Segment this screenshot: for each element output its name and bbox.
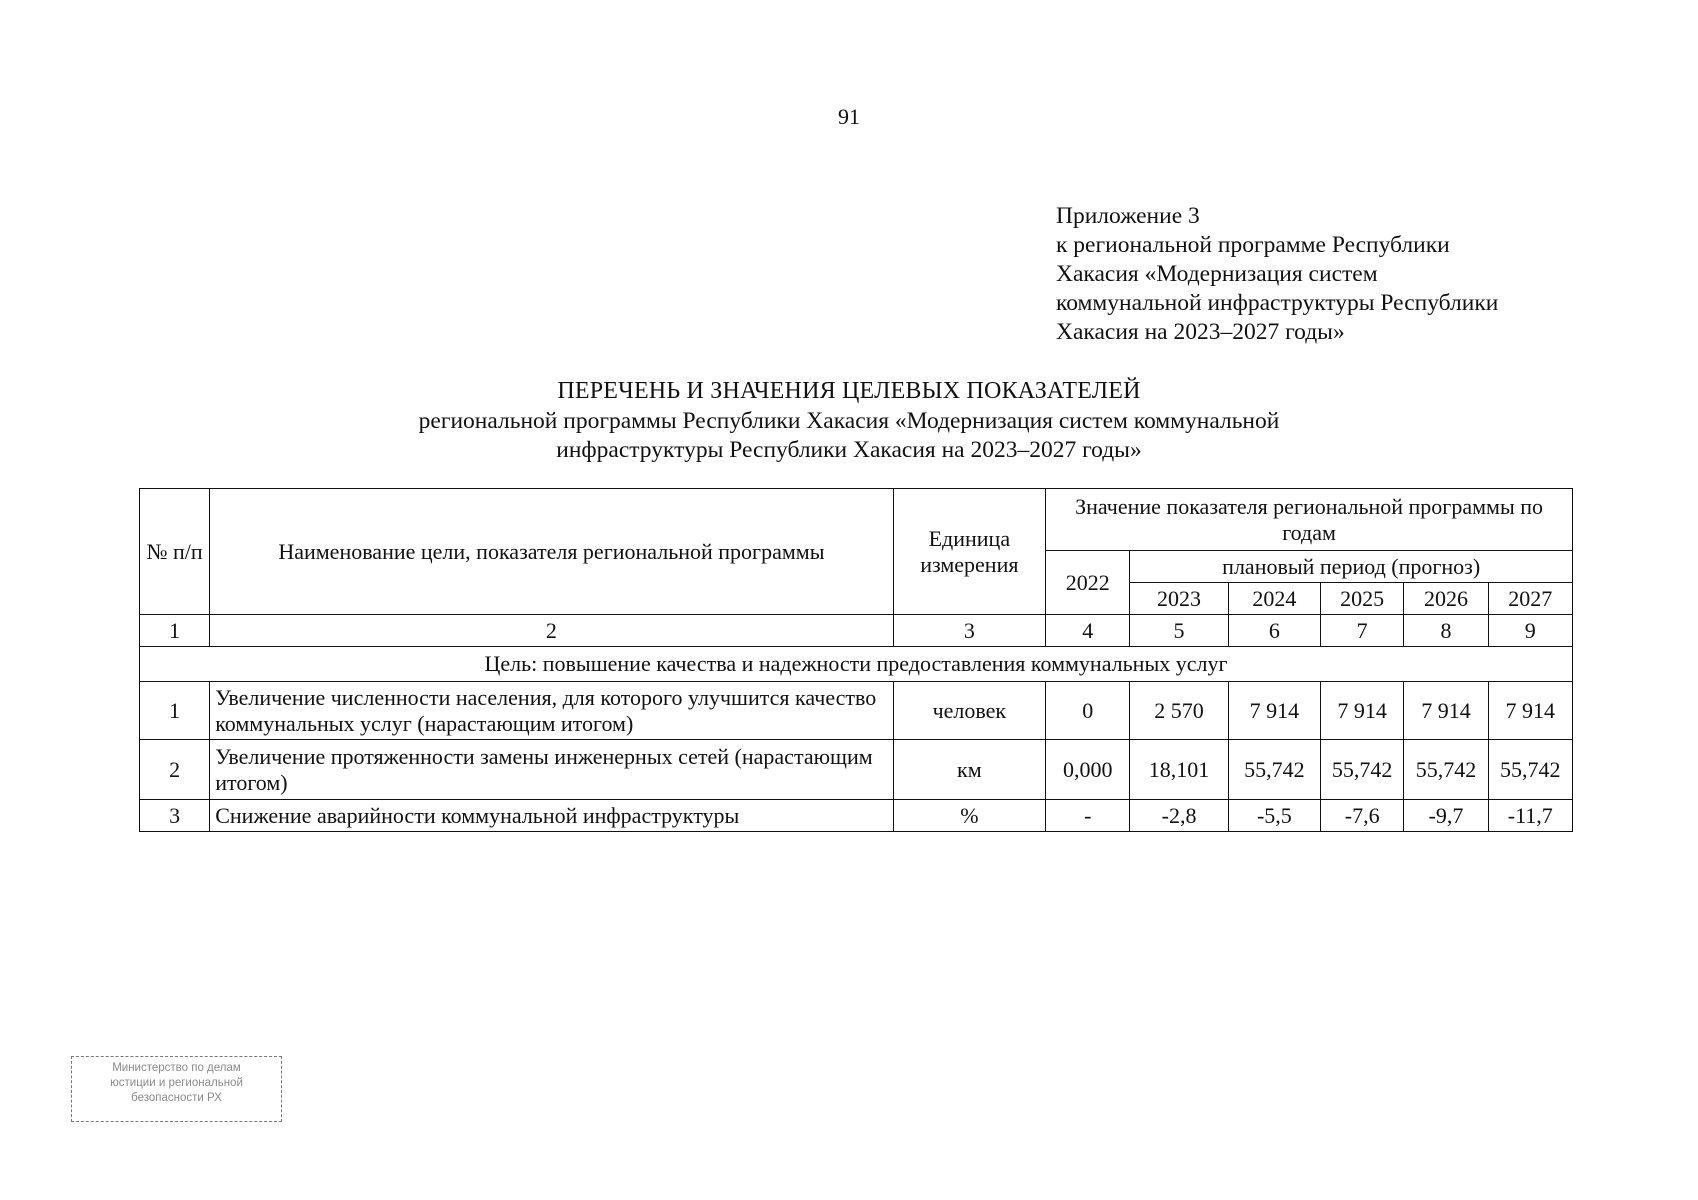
header-year: 2026 — [1404, 583, 1488, 615]
column-number: 4 — [1046, 615, 1130, 647]
appendix-line: Приложение 3 — [1056, 203, 1200, 229]
row-value: 55,742 — [1404, 740, 1488, 800]
header-num: № п/п — [140, 489, 210, 615]
indicators-table — [139, 488, 1573, 832]
header-unit: Единица измерения — [893, 489, 1046, 615]
column-number: 5 — [1130, 615, 1228, 647]
row-value: 55,742 — [1228, 740, 1320, 800]
column-number: 9 — [1488, 615, 1572, 647]
row-name: Увеличение численности населения, для которого улучшится качество коммунальных услуг (нарастающим итогом) — [210, 682, 893, 740]
header-year: 2024 — [1228, 583, 1320, 615]
appendix-line: Хакасия «Модернизация систем — [1056, 261, 1378, 287]
row-value: -9,7 — [1404, 800, 1488, 832]
row-value: 2 570 — [1130, 682, 1228, 740]
row-value: 7 914 — [1321, 682, 1404, 740]
row-value: 55,742 — [1488, 740, 1572, 800]
header-planned-period: плановый период (прогноз) — [1130, 551, 1573, 583]
subtitle-line: инфраструктуры Республики Хакасия на 2023–2027 годы» — [556, 437, 1142, 463]
row-unit: % — [893, 800, 1046, 832]
header-name: Наименование цели, показателя региональной программы — [210, 489, 893, 615]
appendix-note — [1056, 202, 1498, 347]
table-row — [140, 800, 1573, 832]
row-unit: человек — [893, 682, 1046, 740]
row-value: -7,6 — [1321, 800, 1404, 832]
appendix-line: к региональной программе Республики — [1056, 232, 1450, 258]
row-name: Увеличение протяженности замены инженерных сетей (нарастающим итогом) — [210, 740, 893, 800]
header-year: 2025 — [1321, 583, 1404, 615]
row-value: 7 914 — [1228, 682, 1320, 740]
subtitle-line: региональной программы Республики Хакасия «Модернизация систем коммунальной — [418, 408, 1280, 434]
row-num: 3 — [140, 800, 210, 832]
row-value: 18,101 — [1130, 740, 1228, 800]
column-number-row — [140, 615, 1573, 647]
appendix-line: коммунальной инфраструктуры Республики — [1056, 290, 1499, 316]
header-year: 2023 — [1130, 583, 1228, 615]
column-number: 7 — [1321, 615, 1404, 647]
table-row — [140, 682, 1573, 740]
table-row — [140, 740, 1573, 800]
stamp-line: Министерство по делам — [112, 1062, 241, 1074]
row-num: 2 — [140, 740, 210, 800]
column-number: 2 — [210, 615, 893, 647]
header-year-2022: 2022 — [1046, 551, 1130, 615]
page-number: 91 — [838, 104, 860, 129]
header-values: Значение показателя региональной программы по годам — [1046, 489, 1573, 551]
appendix-line: Хакасия на 2023–2027 годы» — [1056, 319, 1345, 345]
row-value: -11,7 — [1488, 800, 1572, 832]
column-number: 3 — [893, 615, 1046, 647]
stamp-line: безопасности РХ — [131, 1092, 222, 1104]
row-name: Снижение аварийности коммунальной инфраструктуры — [210, 800, 893, 832]
header-year: 2027 — [1488, 583, 1572, 615]
stamp-line: юстиции и региональной — [110, 1077, 243, 1089]
row-value: 0 — [1046, 682, 1130, 740]
row-value: 7 914 — [1404, 682, 1488, 740]
document-subtitle — [0, 407, 1698, 465]
row-value: -2,8 — [1130, 800, 1228, 832]
column-number: 1 — [140, 615, 210, 647]
row-value: 55,742 — [1321, 740, 1404, 800]
ministry-stamp — [71, 1056, 282, 1122]
row-num: 1 — [140, 682, 210, 740]
document-title: ПЕРЕЧЕНЬ И ЗНАЧЕНИЯ ЦЕЛЕВЫХ ПОКАЗАТЕЛЕЙ — [557, 378, 1141, 404]
row-value: 7 914 — [1488, 682, 1572, 740]
row-value: -5,5 — [1228, 800, 1320, 832]
goal-row: Цель: повышение качества и надежности предоставления коммунальных услуг — [140, 647, 1573, 682]
row-unit: км — [893, 740, 1046, 800]
row-value: 0,000 — [1046, 740, 1130, 800]
column-number: 8 — [1404, 615, 1488, 647]
row-value: - — [1046, 800, 1130, 832]
column-number: 6 — [1228, 615, 1320, 647]
